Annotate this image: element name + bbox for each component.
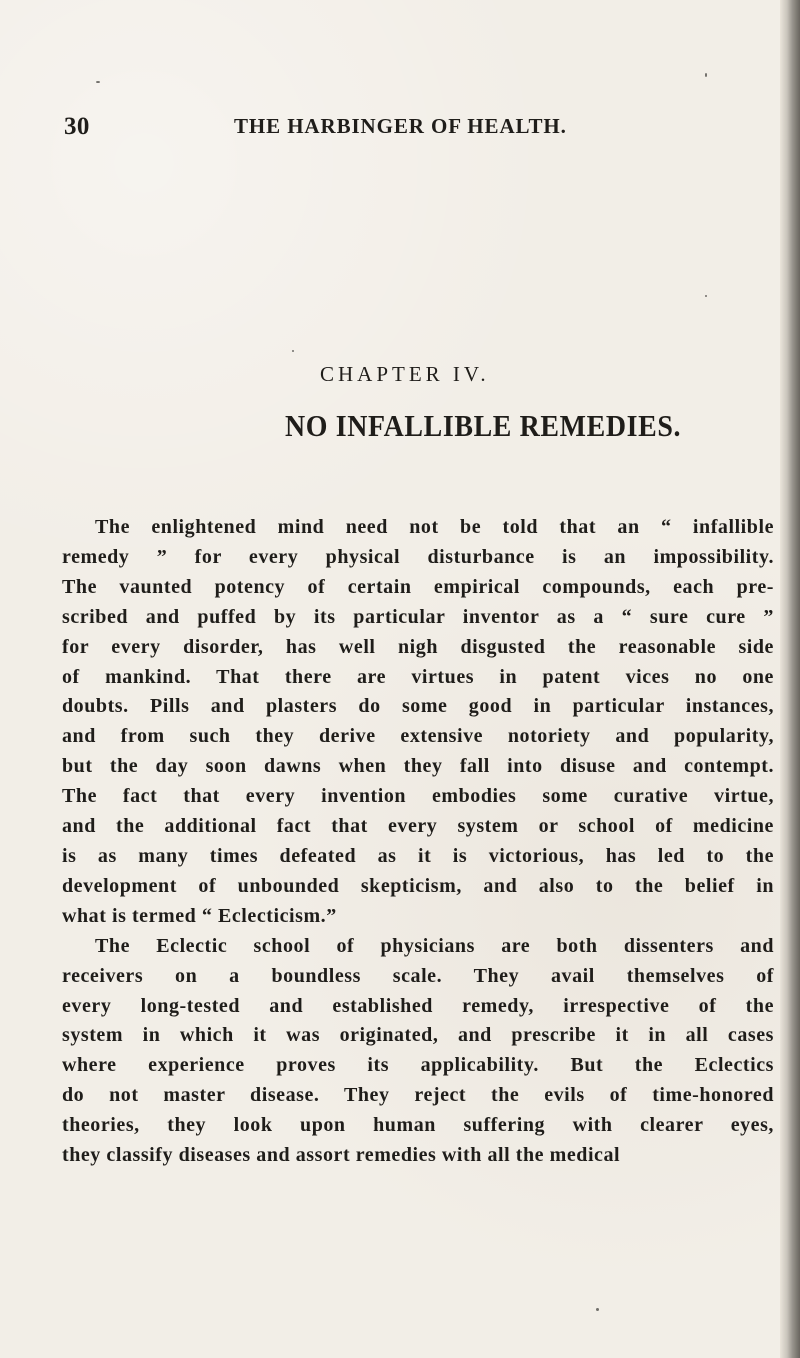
text-line: The vaunted potency of certain empirical compounds, each pre-	[62, 575, 774, 598]
text-line: for every disorder, has well nigh disgusted the reasonable side	[62, 635, 774, 658]
text-line: of mankind. That there are virtues in patent vices no one	[62, 665, 774, 688]
text-line: The enlightened mind need not be told that an “ infallible	[95, 516, 774, 538]
running-title: THE HARBINGER OF HEALTH.	[234, 114, 567, 138]
text-line: system in which it was originated, and prescribe it in all cases	[62, 1024, 774, 1047]
text-line: The fact that every invention embodies some curative virtue,	[62, 785, 774, 808]
text-line: and from such they derive extensive notoriety and popularity,	[62, 725, 774, 748]
text-line: where experience proves its applicability. But the Eclectics	[62, 1054, 774, 1077]
text-line: theories, they look upon human suffering with clearer eyes,	[62, 1114, 774, 1137]
chapter-title: NO INFALLIBLE REMEDIES.	[285, 408, 682, 443]
text-line: is as many times defeated as it is victorious, has led to the	[62, 844, 774, 867]
text-line: remedy ” for every physical disturbance is an impossibility.	[62, 545, 774, 568]
running-header	[64, 113, 654, 143]
scan-speck	[705, 73, 707, 77]
text-line: doubts. Pills and plasters do some good in particular instances,	[62, 695, 774, 718]
text-line: scribed and puffed by its particular inventor as a “ sure cure ”	[62, 605, 774, 628]
body-text	[62, 513, 774, 1171]
text-line: they classify diseases and assort remedies with all the medical	[62, 1144, 621, 1167]
scan-speck	[596, 1308, 599, 1311]
text-line: The Eclectic school of physicians are both dissenters and	[95, 934, 774, 957]
text-line: receivers on a boundless scale. They avail themselves of	[62, 964, 774, 987]
page-number: 30	[64, 113, 90, 140]
text-line: what is termed “ Eclecticism.”	[62, 904, 337, 927]
scan-speck	[292, 350, 294, 352]
text-line: and the additional fact that every system or school of medicine	[62, 815, 774, 838]
text-line: but the day soon dawns when they fall into disuse and contempt.	[62, 755, 774, 778]
scan-speck	[96, 81, 100, 83]
text-line: development of unbounded skepticism, and also to the belief in	[62, 874, 774, 897]
text-line: every long-tested and established remedy, irrespective of the	[62, 994, 774, 1017]
chapter-label: CHAPTER IV.	[320, 362, 490, 386]
page-edge-shadow	[780, 0, 800, 1358]
text-line: do not master disease. They reject the evils of time-honored	[62, 1084, 774, 1107]
scan-speck	[705, 295, 707, 297]
